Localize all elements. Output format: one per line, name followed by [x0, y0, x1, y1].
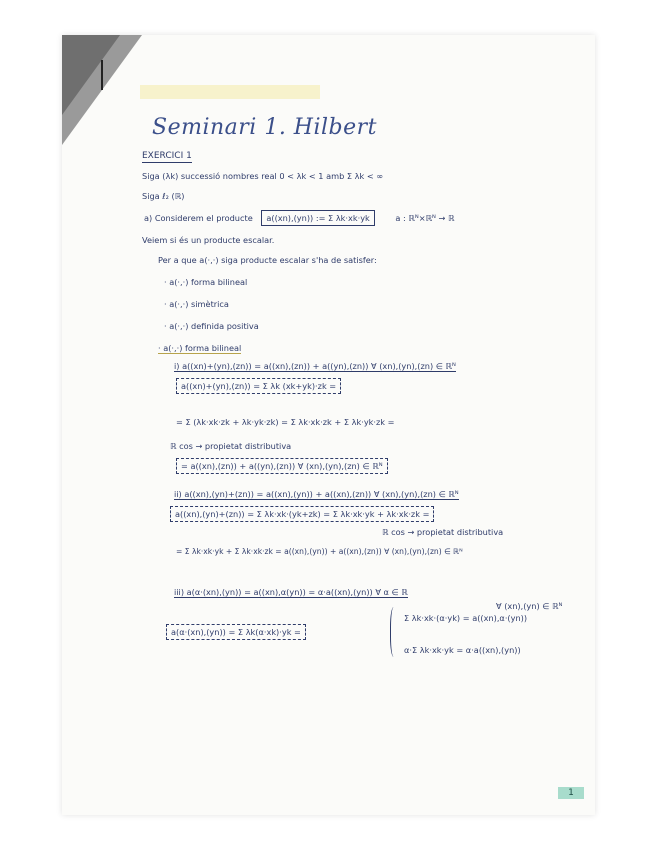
- text-line: Per a que a(·,·) siga producte escalar s'ha de satisfer:: [158, 255, 377, 265]
- boxed-definition: a((xn),(yn)) := Σ λk·xk·yk: [261, 210, 374, 226]
- page-number-badge: 1: [558, 787, 584, 799]
- note-line: ℝ cos → propietat distributiva: [170, 441, 292, 451]
- page-title: Seminari 1. Hilbert: [152, 115, 378, 140]
- text-part: a : ℝᴺ×ℝᴺ → ℝ: [395, 213, 455, 223]
- note-line: ℝ cos → propietat distributiva: [382, 527, 504, 537]
- notebook-page: [62, 35, 595, 815]
- formula-line: [170, 509, 434, 519]
- text-line: Siga ℓ₂ (ℝ): [142, 191, 185, 201]
- property-line: ii) a((xn),(yn)+(zn)) = a((xn),(yn)) + a((xn),(zn)) ∀ (xn),(yn),(zn) ∈ ℝᴺ: [174, 489, 459, 499]
- exercise-heading: EXERCICI 1: [142, 151, 192, 161]
- formula-line: = Σ (λk·xk·zk + λk·yk·zk) = Σ λk·xk·zk + Σ λk·yk·zk =: [176, 417, 395, 427]
- text-part: a) Considerem el producte: [144, 213, 253, 223]
- property-line: iii) a(α·(xn),(yn)) = a((xn),α(yn)) = α·a((xn),(yn)) ∀ α ∈ ℝ: [174, 587, 408, 597]
- text-line: Siga (λk) successió nombres real 0 < λk < 1 amb Σ λk < ∞: [142, 171, 384, 181]
- list-item: · a(·,·) definida positiva: [164, 321, 259, 331]
- text-line: [144, 213, 454, 223]
- highlight-strip: [140, 85, 320, 99]
- boxed-formula: = a((xn),(zn)) + a((yn),(zn)) ∀ (xn),(yn),(zn) ∈ ℝᴺ: [176, 458, 388, 474]
- formula-line: = Σ λk·xk·yk + Σ λk·xk·zk = a((xn),(yn)) + a((xn),(zn)) ∀ (xn),(yn),(zn) ∈ ℝᴺ: [176, 547, 463, 556]
- list-item: · a(·,·) simètrica: [164, 299, 229, 309]
- formula-line: [176, 381, 341, 391]
- boxed-formula: a(α·(xn),(yn)) = Σ λk(α·xk)·yk =: [166, 624, 306, 640]
- list-item: · a(·,·) forma bilineal: [164, 277, 248, 287]
- boxed-formula: a((xn),(yn)+(zn)) = Σ λk·xk·(yk+zk) = Σ λk·xk·yk + λk·xk·zk =: [170, 506, 434, 522]
- formula-line: α·Σ λk·xk·yk = α·a((xn),(yn)): [404, 645, 521, 655]
- property-line: i) a((xn)+(yn),(zn)) = a((xn),(zn)) + a((yn),(zn)) ∀ (xn),(yn),(zn) ∈ ℝᴺ: [174, 361, 456, 371]
- note-line: ∀ (xn),(yn) ∈ ℝᴺ: [496, 601, 563, 611]
- formula-line: [176, 461, 388, 471]
- boxed-formula: a((xn)+(yn),(zn)) = Σ λk (xk+yk)·zk =: [176, 378, 341, 394]
- formula-line: Σ λk·xk·(α·yk) = a((xn),α·(yn)): [404, 613, 528, 623]
- brace: [390, 607, 399, 657]
- text-line: Veiem si és un producte escalar.: [142, 235, 275, 245]
- section-heading: · a(·,·) forma bilineal: [158, 343, 242, 353]
- formula-line: [166, 627, 306, 637]
- folded-corner: [62, 35, 142, 145]
